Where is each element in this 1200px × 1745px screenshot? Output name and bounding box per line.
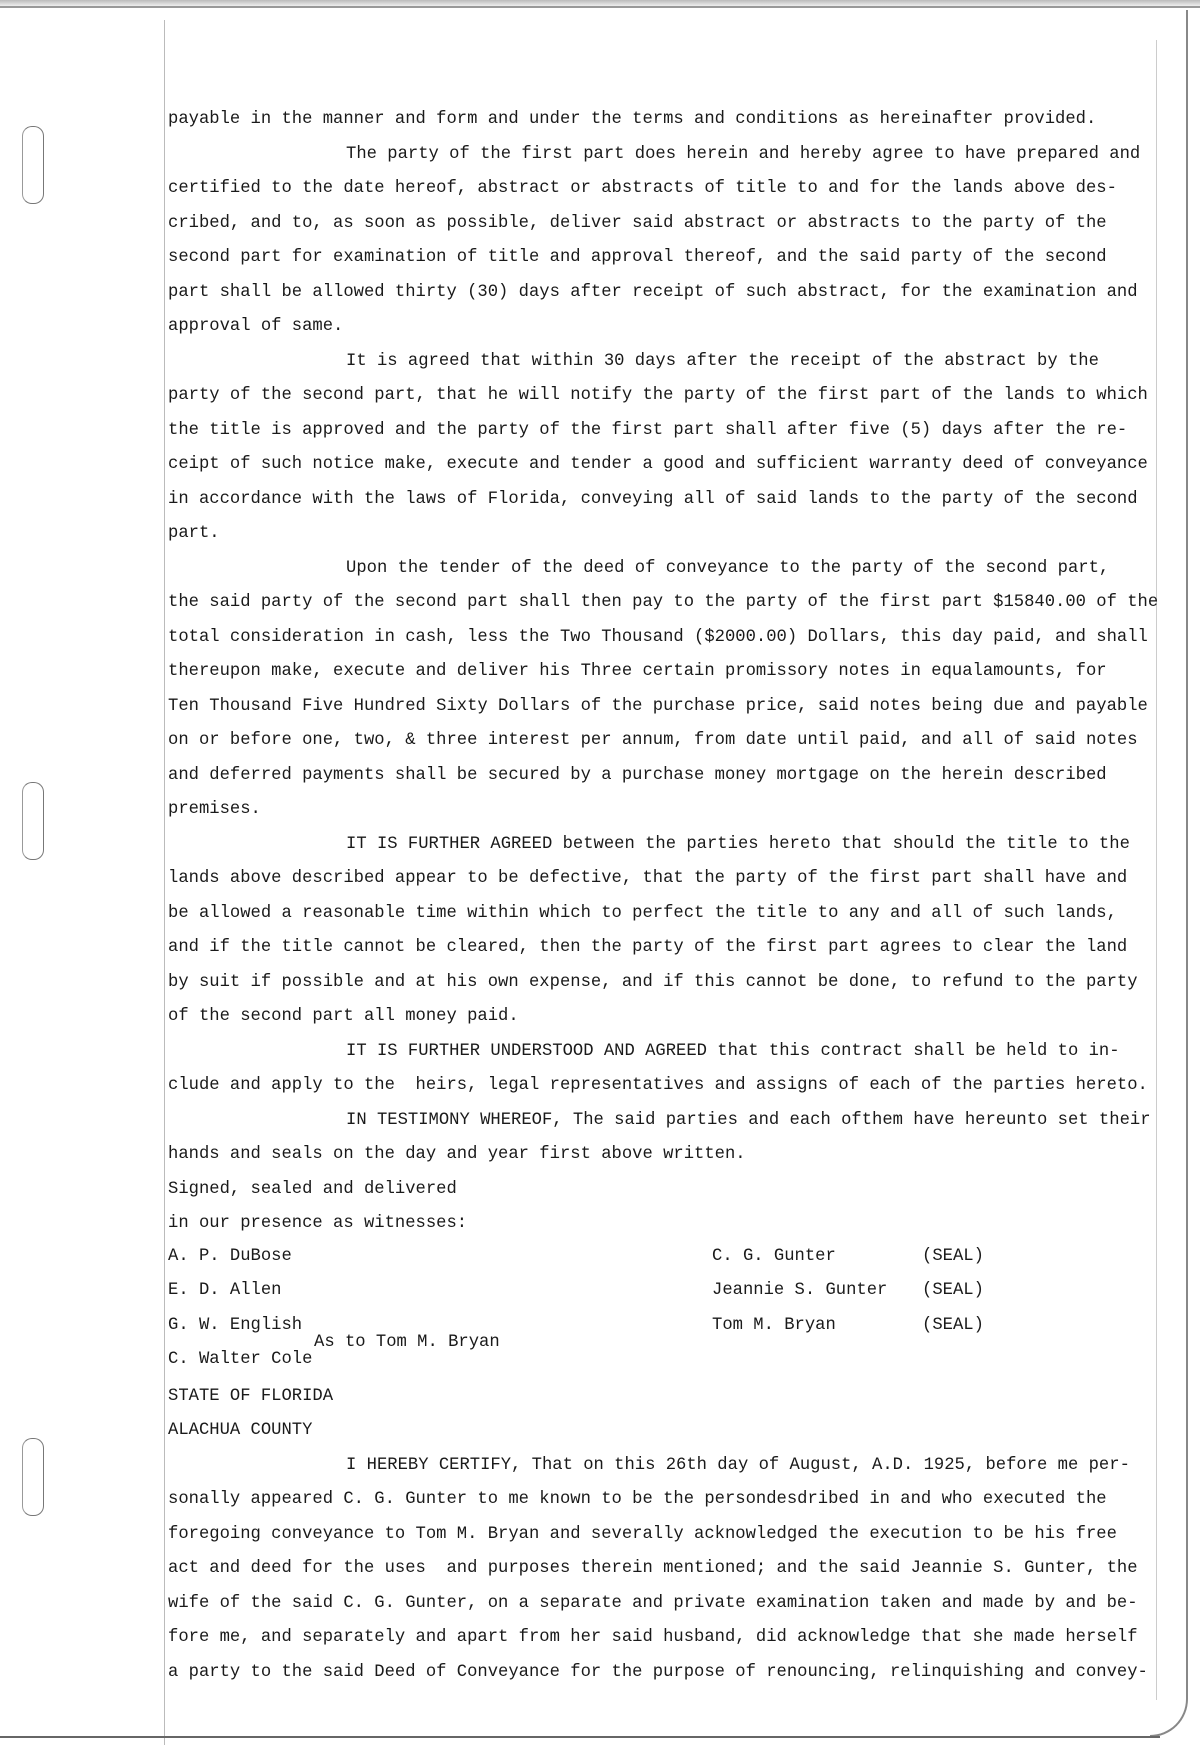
text-line: and if the title cannot be cleared, then the party of the first part agrees to clear the land	[168, 938, 1128, 957]
text-line: Signed, sealed and delivered	[168, 1179, 457, 1199]
text-line: hands and seals on the day and year first above written.	[168, 1145, 746, 1164]
document-body	[168, 108, 1178, 1695]
text-line: total consideration in cash, less the Two Thousand ($2000.00) Dollars, this day paid, and shall	[168, 627, 1148, 647]
seal-label: (SEAL)	[922, 1281, 984, 1300]
text-line: in our presence as witnesses:	[168, 1214, 468, 1233]
text-line: act and deed for the uses and purposes therein mentioned; and the said Jeannie S. Gunter, the	[168, 1559, 1138, 1578]
signature-block	[168, 1247, 1178, 1385]
text-line: ceipt of such notice make, execute and tender a good and sufficient warranty deed of conveyance	[168, 455, 1148, 474]
text-line: IN TESTIMONY WHEREOF, The said parties and each ofthem have hereunto set their	[346, 1110, 1151, 1130]
contract-text	[168, 108, 1178, 1247]
text-line: be allowed a reasonable time within which to perfect the title to any and all of such lands,	[168, 903, 1117, 923]
punch-hole-icon	[22, 126, 44, 204]
page-top-edge	[0, 0, 1200, 8]
text-line: wife of the said C. G. Gunter, on a separate and private examination taken and made by and be-	[168, 1593, 1138, 1613]
text-line: payable in the manner and form and under the terms and conditions as hereinafter provided.	[168, 110, 1097, 129]
witness-name: E. D. Allen	[168, 1281, 282, 1300]
witness-name: G. W. English	[168, 1315, 303, 1335]
punch-hole-icon	[22, 782, 44, 860]
page-bottom-edge	[0, 1736, 1160, 1738]
text-line: certified to the date hereof, abstract or abstracts of title to and for the lands above des-	[168, 179, 1117, 198]
seal-label: (SEAL)	[922, 1315, 984, 1335]
text-line: party of the second part, that he will notify the party of the first part of the lands to which	[168, 386, 1148, 405]
witness-note: As to Tom M. Bryan	[314, 1332, 500, 1352]
witness-name: A. P. DuBose	[168, 1246, 292, 1266]
witness-name: C. Walter Cole	[168, 1350, 313, 1369]
text-line: clude and apply to the heirs, legal representatives and assigns of each of the parties hereto.	[168, 1076, 1148, 1095]
text-line: and deferred payments shall be secured by a purchase money mortgage on the herein described	[168, 765, 1107, 785]
text-line: a party to the said Deed of Conveyance for the purpose of renouncing, relinquishing and convey-	[168, 1662, 1148, 1682]
text-line: premises.	[168, 800, 261, 819]
text-line: second part for examination of title and approval thereof, and the said party of the second	[168, 248, 1107, 267]
text-line: part shall be allowed thirty (30) days after receipt of such abstract, for the examination and	[168, 282, 1138, 302]
text-line: ALACHUA COUNTY	[168, 1421, 313, 1440]
text-line: Ten Thousand Five Hundred Sixty Dollars of the purchase price, said notes being due and payable	[168, 696, 1148, 716]
text-line: part.	[168, 524, 220, 543]
text-line: sonally appeared C. G. Gunter to me known to be the persondesdribed in and who executed the	[168, 1490, 1107, 1509]
punch-hole-icon	[22, 1438, 44, 1516]
acknowledgment-text	[168, 1385, 1178, 1696]
left-margin-rule	[164, 20, 165, 1745]
text-line: Upon the tender of the deed of conveyance to the party of the second part,	[346, 558, 1110, 578]
text-line: It is agreed that within 30 days after the receipt of the abstract by the	[346, 351, 1099, 371]
text-line: cribed, and to, as soon as possible, deliver said abstract or abstracts to the party of the	[168, 213, 1107, 233]
text-line: on or before one, two, & three interest per annum, from date until paid, and all of said notes	[168, 731, 1138, 750]
text-line: lands above described appear to be defective, that the party of the first part shall have and	[168, 869, 1128, 888]
text-line: The party of the first part does herein and hereby agree to have prepared and	[346, 144, 1141, 164]
signer-name: C. G. Gunter	[712, 1246, 836, 1266]
text-line: IT IS FURTHER UNDERSTOOD AND AGREED that this contract shall be held to in-	[346, 1041, 1120, 1061]
text-line: of the second part all money paid.	[168, 1007, 519, 1026]
text-line: IT IS FURTHER AGREED between the parties hereto that should the title to the	[346, 834, 1130, 854]
text-line: by suit if possible and at his own expense, and if this cannot be done, to refund to the party	[168, 972, 1138, 992]
text-line: I HEREBY CERTIFY, That on this 26th day of August, A.D. 1925, before me per-	[346, 1455, 1130, 1475]
text-line: approval of same.	[168, 317, 344, 336]
text-line: fore me, and separately and apart from her said husband, did acknowledge that she made herself	[168, 1628, 1138, 1647]
signer-name: Jeannie S. Gunter	[712, 1281, 888, 1300]
text-line: foregoing conveyance to Tom M. Bryan and severally acknowledged the execution to be his free	[168, 1524, 1117, 1544]
signer-name: Tom M. Bryan	[712, 1315, 836, 1335]
seal-label: (SEAL)	[922, 1246, 984, 1266]
text-line: the said party of the second part shall then pay to the party of the first part $15840.00 of the	[168, 593, 1159, 612]
text-line: STATE OF FLORIDA	[168, 1386, 334, 1406]
text-line: the title is approved and the party of the first part shall after five (5) days after the re-	[168, 420, 1128, 440]
text-line: thereupon make, execute and deliver his Three certain promissory notes in equalamounts, for	[168, 662, 1107, 681]
text-line: in accordance with the laws of Florida, conveying all of said lands to the party of the second	[168, 489, 1138, 509]
